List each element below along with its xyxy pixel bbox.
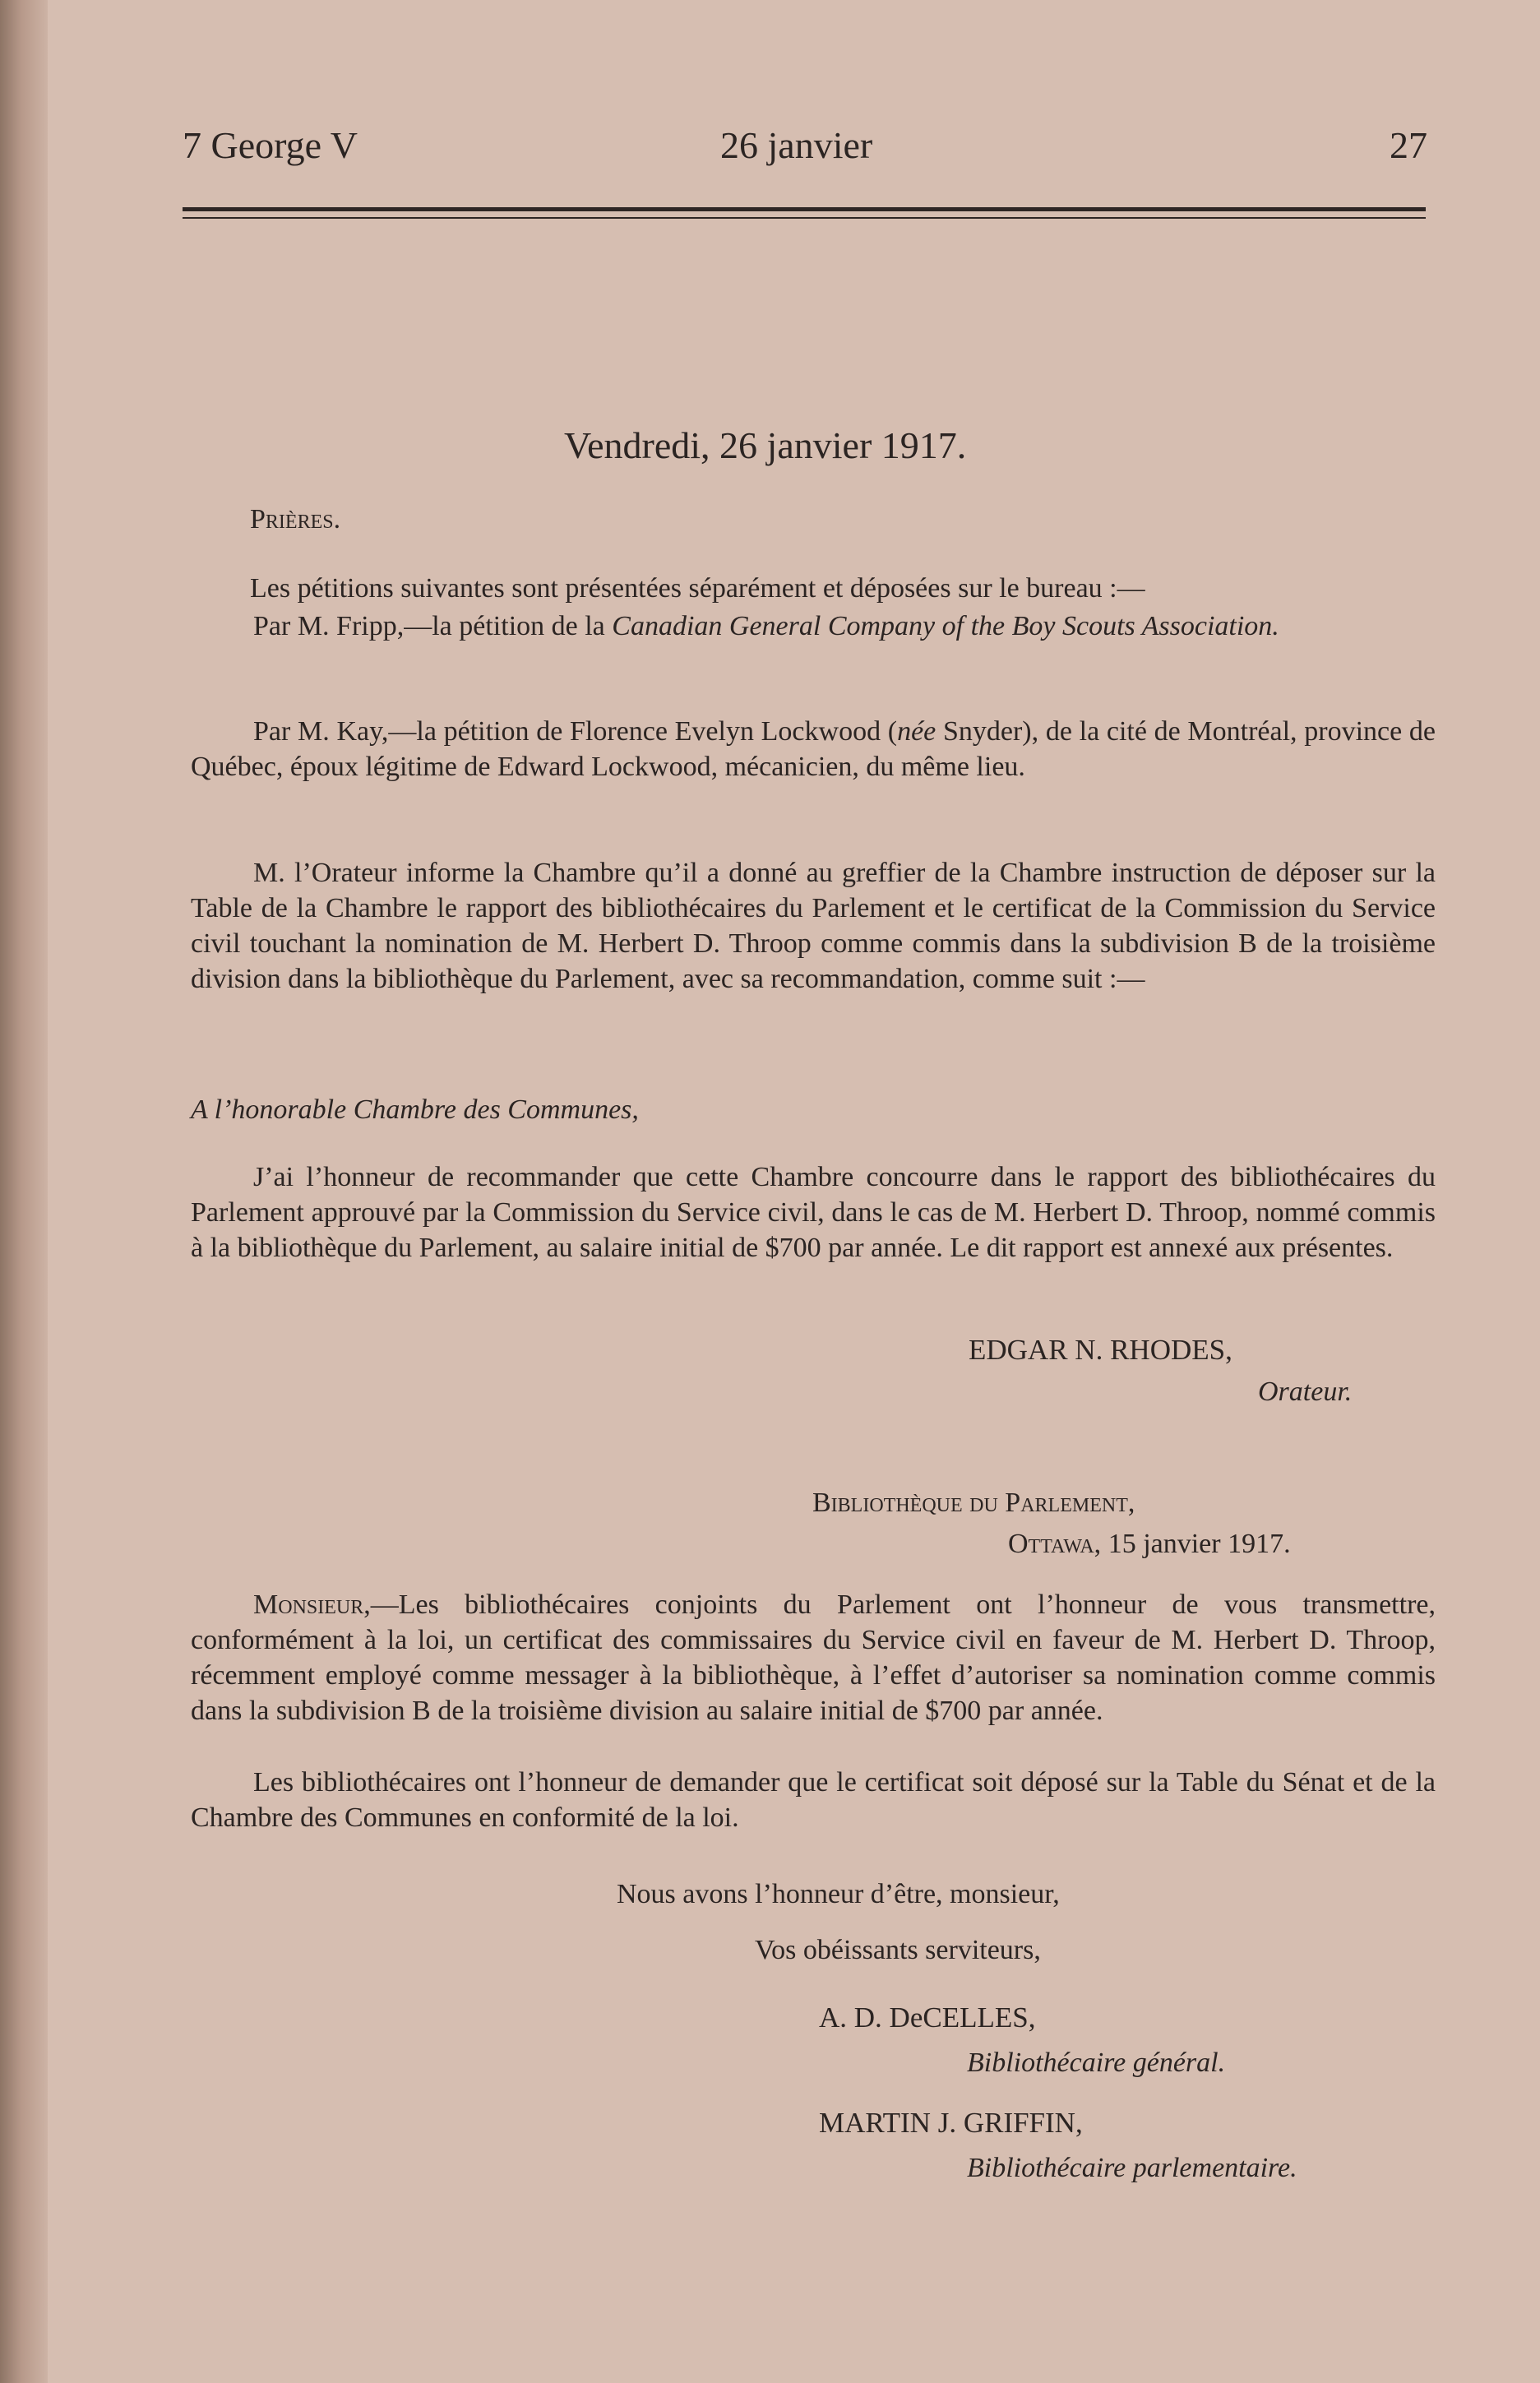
letter1-salutation: A l’honorable Chambre des Communes, [191,1094,639,1125]
petition-kay [191,714,1436,784]
petition-kay-nee: née [897,716,936,747]
header-rule-thick [183,207,1426,211]
letter2-signer2-title: Bibliothécaire parlementaire. [967,2153,1297,2183]
letter2-body1 [191,1587,1436,1728]
letter1-signer: EDGAR N. RHODES, [969,1334,1232,1366]
header-center: 26 janvier [720,124,873,166]
petitions-intro: Les pétitions suivantes sont présentées séparément et déposées sur le bureau :— [250,573,1145,604]
letter2-opening: Monsieur, [253,1589,371,1620]
page-number: 27 [1390,124,1427,166]
page-title: Vendredi, 26 janvier 1917. [564,424,967,466]
prieres-heading: Prières. [250,504,341,534]
petition-fripp-prefix: Par M. Fripp,—la pétition de la [253,611,613,641]
letter2-date: 15 janvier 1917. [1101,1529,1291,1559]
petition-fripp [191,608,1436,644]
letter2-dateline [1008,1526,1291,1562]
header-left: 7 George V [183,124,358,166]
letter2-signer1-title: Bibliothécaire général. [967,2048,1226,2078]
letter2-signer2-name: MARTIN J. GRIFFIN, [819,2107,1083,2139]
orateur-paragraph: M. l’Orateur informe la Chambre qu’il a donné au greffier de la Chambre instruction de déposer sur la Table de la Chambre le rapport des bibliothécaires du Parlement et le certificat de la Commission du Service civil touchant la nomination de M. Herbert D. Throop comme commis dans la subdivision B de la troisième division dans la bibliothèque du Parlement, avec sa recommandation, comme suit :— [191,858,1436,994]
header-rule-thin [183,217,1426,219]
petition-kay-suffix: Snyder), de la cité de Montréal, province de Québec, époux légitime de Edward Lockwood, mécanicien, du même lieu. [191,716,1436,782]
petition-fripp-organization: Canadian General Company of the Boy Scouts Association. [612,611,1279,641]
letter2-closing1: Nous avons l’honneur d’être, monsieur, [617,1879,1060,1909]
letter2-body1-text: —Les bibliothécaires conjoints du Parlement ont l’honneur de vous transmettre, conformément à la loi, un certificat des commissaires du Service civil en faveur de M. Herbert D. Throop, récemment employé comme messager à la bibliothèque, à l’effet d’autoriser sa nomination comme commis dans la subdivision B de la troisième division au salaire initial de $700 par année. [191,1589,1436,1726]
letter2-closing2: Vos obéissants serviteurs, [755,1935,1041,1965]
letter2-signer1-name: A. D. DeCELLES, [819,2001,1036,2034]
letter1-signer-title: Orateur. [1258,1377,1353,1407]
letter1-body: J’ai l’honneur de recommander que cette Chambre concourre dans le rapport des bibliothécaires du Parlement approuvé par la Commission du Service civil, dans le cas de M. Herbert D. Throop, nommé commis à la bibliothèque du Parlement, au salaire initial de $700 par année. Le dit rapport est annexé aux présentes. [191,1162,1436,1263]
petition-kay-prefix: Par M. Kay,—la pétition de Florence Evelyn Lockwood ( [253,716,898,747]
letter2-place: Bibliothèque du Parlement, [812,1488,1135,1518]
letter2-body2: Les bibliothécaires ont l’honneur de demander que le certificat soit déposé sur la Table du Sénat et de la Chambre des Communes en conformité de la loi. [191,1767,1436,1833]
letter2-city: Ottawa, [1008,1529,1102,1559]
